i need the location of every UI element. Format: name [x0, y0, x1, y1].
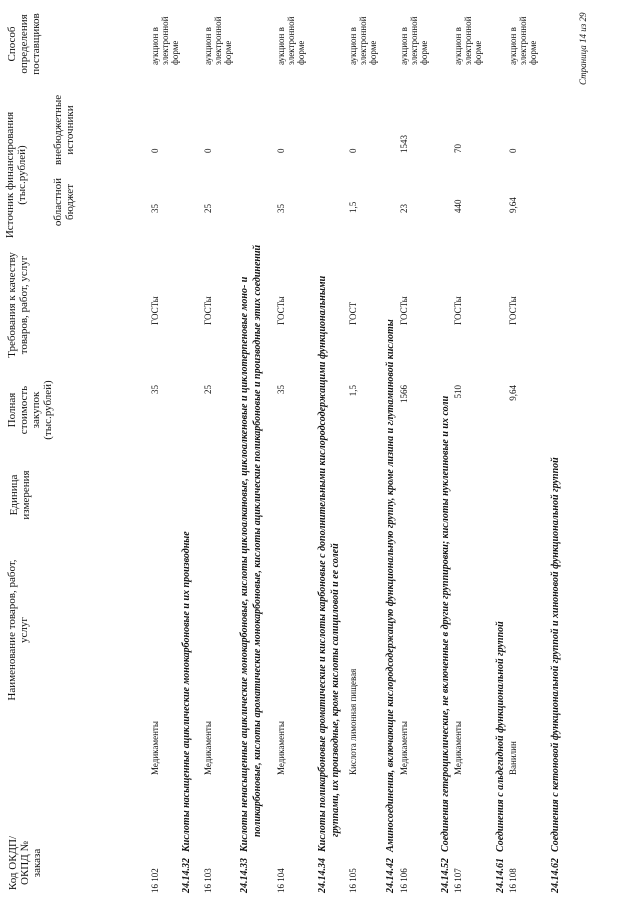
row-quality: ГОСТы [150, 296, 160, 325]
section-code: 24.14.61 [495, 858, 506, 893]
section-code: 24.14.33 [239, 858, 250, 893]
row-regional: 35 [150, 204, 160, 213]
section-title: Соединения с кетоновой функциональной группой и хиноновой функциональной группой [550, 457, 561, 852]
row-total: 35 [276, 385, 286, 394]
row-method: аукцион в электронной форме [508, 16, 538, 65]
row-method: аукцион в электронной форме [453, 16, 483, 65]
page-number: Страница 14 из 29 [578, 12, 588, 85]
row-number: 16 104 [276, 868, 286, 893]
row-extra: 0 [508, 148, 518, 153]
row-method: аукцион в электронной форме [276, 16, 306, 65]
row-method: аукцион в электронной форме [348, 16, 378, 65]
row-number: 16 102 [150, 868, 160, 893]
section-heading [181, 531, 192, 893]
row-number: 16 106 [399, 868, 409, 893]
header-total: Полная стоимость закупок (тыс.рублей) [6, 380, 54, 440]
header-quality: Требования к качеству товаров, работ, услуг [6, 252, 30, 358]
header-code: Код ОКДП/ ОКПД № заказа [7, 835, 43, 891]
header-fin-extra: внебюджетные источники [52, 94, 76, 165]
row-total: 35 [150, 385, 160, 394]
row-number: 16 108 [508, 868, 518, 893]
section-heading [317, 276, 328, 893]
section-heading [440, 396, 451, 893]
section-code: 24.14.34 [317, 858, 328, 893]
row-regional: 9,64 [508, 197, 518, 213]
row-number: 16 103 [203, 868, 213, 893]
row-regional: 1,5 [348, 201, 358, 213]
section-code: 24.14.32 [181, 858, 192, 893]
section-title: Кислоты поликарбоновые ароматические и кислоты карбоновые с дополнительными кислородсодержащими функциональными [317, 275, 328, 852]
row-total: 510 [453, 385, 463, 399]
row-regional: 440 [453, 199, 463, 213]
header-unit: Единица измерения [8, 470, 32, 520]
row-name: Ванилин [508, 741, 518, 775]
section-heading [550, 457, 561, 893]
section-heading [239, 277, 250, 893]
section-title: Аминосоединения, включающие кислородсодержащую функциональную группу, кроме лизина и глутаминовой кислоты [385, 319, 396, 852]
row-total: 25 [203, 385, 213, 394]
row-extra: 0 [276, 148, 286, 153]
row-extra: 1543 [399, 135, 409, 153]
row-quality: ГОСТы [276, 296, 286, 325]
row-quality: ГОСТы [399, 296, 409, 325]
section-title: Кислоты ненасыщенные ациклические монокарбоновые, кислоты циклоалкановые, циклоалкеновые и циклотерпеновые моно- и [239, 276, 250, 852]
row-extra: 70 [453, 144, 463, 153]
row-method: аукцион в электронной форме [150, 16, 180, 65]
row-total: 1566 [399, 385, 409, 403]
section-title: Соединения с альдегидной функциональной группой [495, 621, 506, 852]
section-title: Кислоты насыщенные ациклические монокарбоновые и их производные [181, 531, 192, 852]
section-heading [385, 319, 396, 893]
row-name: Медикаменты [276, 721, 286, 775]
row-extra: 0 [203, 148, 213, 153]
row-total: 9,64 [508, 385, 518, 401]
section-title: Соединения гетероциклические, не включенные в другие группировки; кислоты нуклеиновые и их соли [440, 395, 451, 852]
row-method: аукцион в электронной форме [203, 16, 233, 65]
row-quality: ГОСТ [348, 301, 358, 325]
header-name: Наименование товаров, работ, услуг [6, 559, 30, 701]
row-quality: ГОСТы [508, 296, 518, 325]
row-extra: 0 [150, 148, 160, 153]
row-quality: ГОСТы [203, 296, 213, 325]
row-number: 16 105 [348, 868, 358, 893]
row-regional: 23 [399, 204, 409, 213]
row-name: Медикаменты [399, 721, 409, 775]
header-fin-regional: областной бюджет [52, 177, 76, 227]
row-name: Кислота лимонная пищевая [348, 668, 358, 775]
row-regional: 35 [276, 204, 286, 213]
header-method: Способ определения поставщиков [6, 13, 42, 75]
row-name: Медикаменты [453, 721, 463, 775]
row-extra: 0 [348, 148, 358, 153]
row-name: Медикаменты [150, 721, 160, 775]
row-regional: 25 [203, 204, 213, 213]
section-code: 24.14.42 [385, 858, 396, 893]
row-number: 16 107 [453, 868, 463, 893]
row-quality: ГОСТы [453, 296, 463, 325]
section-title-continued: поликарбоновые, кислоты ароматические монокарбоновые, кислоты ациклические поликарбоновые и производные этих соединений [252, 244, 263, 837]
row-total: 1,5 [348, 385, 358, 397]
header-finance: Источник финансирования (тыс.рублей) [4, 111, 28, 239]
section-code: 24.14.62 [550, 858, 561, 893]
row-name: Медикаменты [203, 721, 213, 775]
section-heading [495, 621, 506, 893]
section-code: 24.14.52 [440, 858, 451, 893]
section-title-continued: группами, их производные, кроме кислоты салициловой и ее солей [330, 543, 341, 837]
row-method: аукцион в электронной форме [399, 16, 429, 65]
